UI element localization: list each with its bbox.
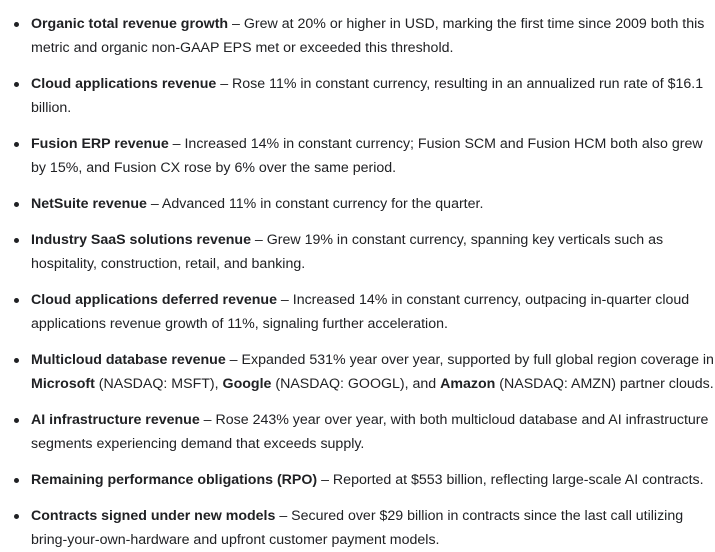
list-item (0, 12, 715, 60)
list-item (0, 468, 715, 492)
list-item (0, 408, 715, 456)
list-item (0, 504, 715, 552)
item-term: Remaining performance obligations (RPO) (31, 472, 318, 488)
item-text: – Secured over $29 billion in contracts since the last call utilizing bring-your-own-hardware and upfront customer payment models. (31, 508, 684, 548)
company-amazon: Amazon (440, 376, 496, 392)
list-item (0, 192, 715, 216)
item-term: Organic total revenue growth (31, 16, 229, 32)
item-text: – Rose 11% in constant currency, resulting in an annualized run rate of $16.1 billion. (31, 76, 704, 116)
item-text: – Advanced 11% in constant currency for the quarter. (146, 196, 484, 212)
item-text: – Reported at $553 billion, reflecting large-scale AI contracts. (317, 472, 704, 488)
company-microsoft: Microsoft (31, 376, 95, 392)
item-term: Fusion ERP revenue (31, 136, 169, 152)
item-text: – Grew at 20% or higher in USD, marking the first time since 2009 both this metric and organic non-GAAP EPS met or exceeded this threshold. (31, 16, 705, 56)
item-term: AI infrastructure revenue (31, 412, 200, 428)
item-text: – Rose 243% year over year, with both multicloud database and AI infrastructure segments experiencing demand that exceeds supply. (31, 412, 709, 452)
item-text: – Grew 19% in constant currency, spanning key verticals such as hospitality, construction, retail, and banking. (31, 232, 664, 272)
item-text: (NASDAQ: GOOGL), and (271, 376, 441, 392)
list-item (0, 228, 715, 276)
item-text: (NASDAQ: MSFT), (94, 376, 223, 392)
item-term: Multicloud database revenue (31, 352, 226, 368)
list-item (0, 132, 715, 180)
item-term: NetSuite revenue (31, 196, 147, 212)
list-item (0, 348, 715, 396)
item-term: Cloud applications revenue (31, 76, 217, 92)
item-text: – Increased 14% in constant currency, outpacing in-quarter cloud applications revenue growth of 11%, signaling further acceleration. (31, 292, 690, 332)
list-item (0, 288, 715, 336)
item-term: Contracts signed under new models (31, 508, 276, 524)
item-text: – Expanded 531% year over year, supported by full global region coverage in (225, 352, 714, 368)
item-term: Cloud applications deferred revenue (31, 292, 277, 308)
item-text: (NASDAQ: AMZN) partner clouds. (495, 376, 714, 392)
list-item (0, 72, 715, 120)
company-google: Google (222, 376, 272, 392)
item-text: – Increased 14% in constant currency; Fusion SCM and Fusion HCM both also grew by 15%, and Fusion CX rose by 6% over the same period. (31, 136, 703, 176)
item-term: Industry SaaS solutions revenue (31, 232, 251, 248)
